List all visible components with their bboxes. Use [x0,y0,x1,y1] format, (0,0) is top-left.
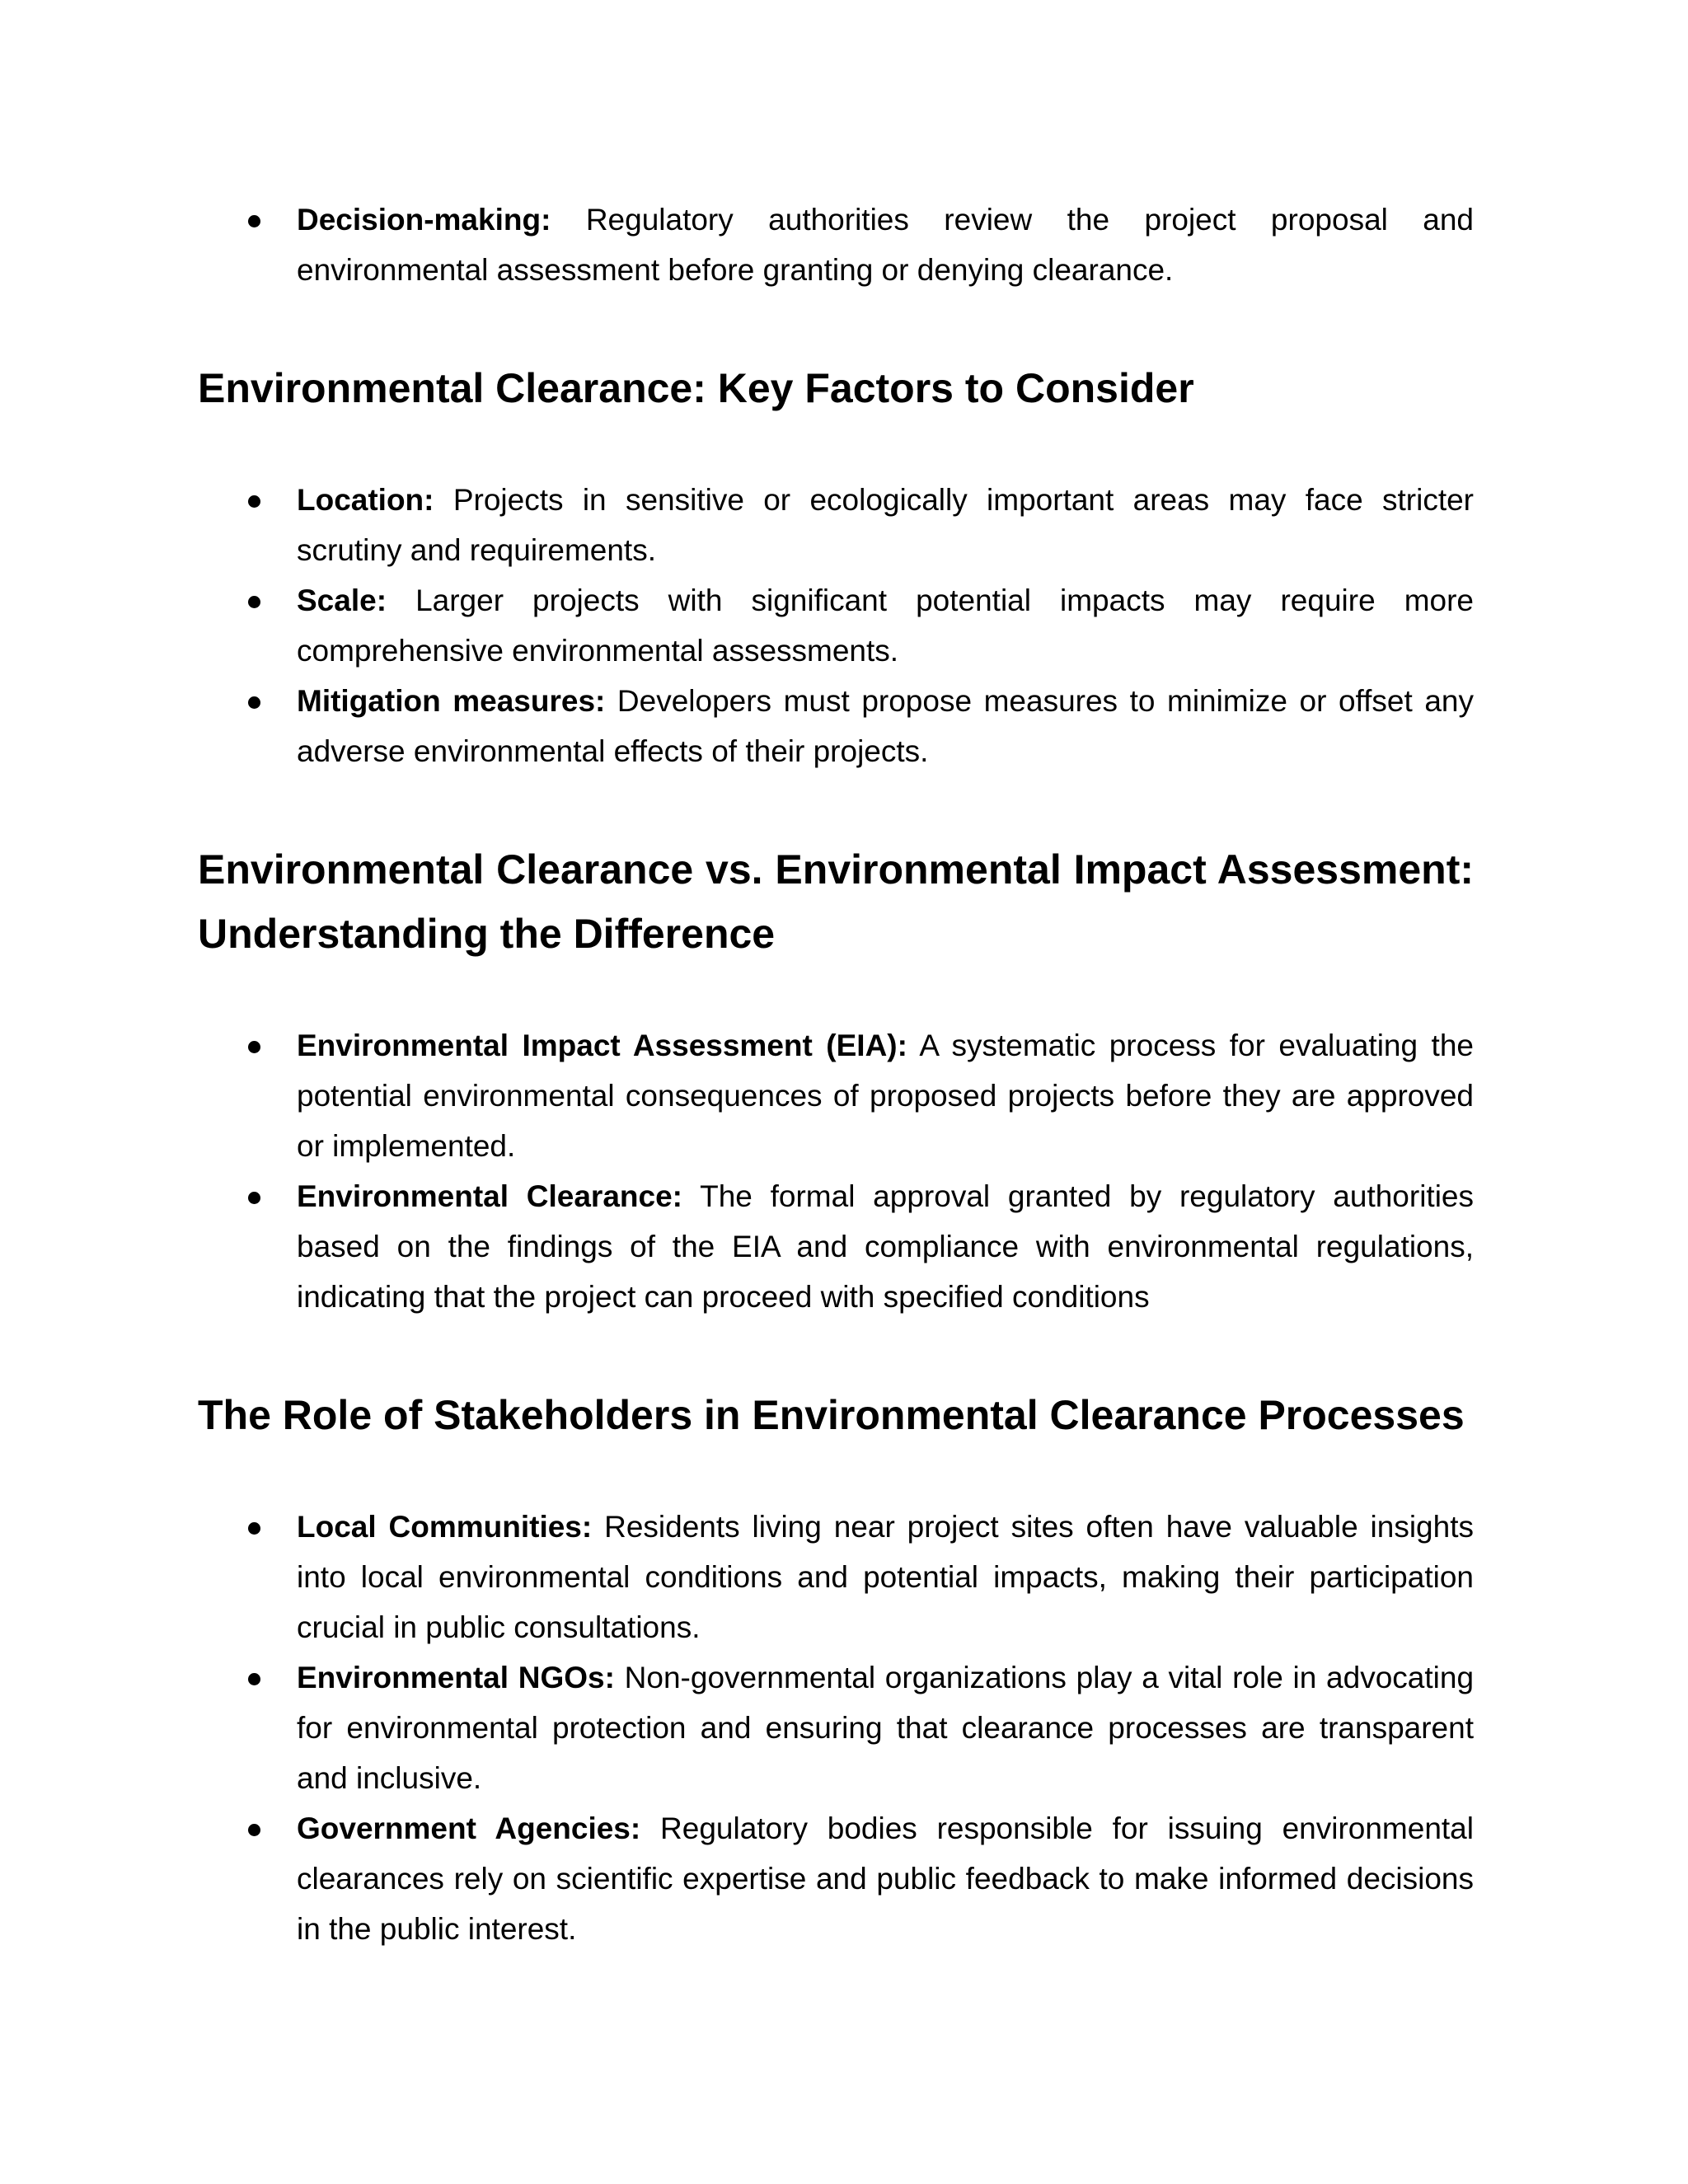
item-term: Mitigation measures: [297,684,606,718]
item-term: Environmental Clearance: [297,1179,682,1213]
bullet-icon [248,495,260,508]
item-description: The formal approval granted by regulatory authorities based on the findings of the EIA and compliance with environmental regulations, indicating that the project can proceed with specified conditions [297,1179,1474,1314]
list-item [198,1171,1474,1322]
section-heading: The Role of Stakeholders in Environmental Clearance Processes [198,1392,1465,1438]
bullet-icon [248,215,260,227]
item-description: Regulatory bodies responsible for issuing environmental clearances rely on scientific expertise and public feedback to make informed decisions in the public interest. [297,1811,1474,1946]
bullet-icon [248,1041,260,1053]
bullet-icon [248,1673,260,1685]
list-item [198,676,1474,776]
section-heading: Environmental Clearance: Key Factors to Consider [198,365,1194,411]
page-content [198,194,1474,1954]
list-item [198,575,1474,676]
intro-bullet-list [198,194,1474,295]
item-term: Location: [297,483,434,517]
item-term: Environmental Impact Assessment (EIA): [297,1029,907,1062]
list-item [198,1803,1474,1954]
item-description: Projects in sensitive or ecologically important areas may face stricter scrutiny and requirements. [297,483,1475,567]
item-term: Government Agencies: [297,1811,641,1845]
list-item [198,1020,1474,1171]
stakeholders-list [198,1502,1474,1954]
item-term: Decision-making: [297,203,551,237]
bullet-icon [248,596,260,608]
bullet-icon [248,1522,260,1535]
list-item [198,1652,1474,1803]
item-description: Larger projects with significant potential impacts may require more comprehensive environmental assessments. [297,583,1474,668]
item-description: Regulatory authorities review the project proposal and environmental assessment before granting or denying clearance. [297,203,1475,287]
list-item [198,194,1474,295]
section-heading: Environmental Clearance vs. Environmental Impact Assessment: Understanding the Difference [198,846,1474,957]
item-description: Residents living near project sites often have valuable insights into local environmental conditions and potential impacts, making their participation crucial in public consultations. [297,1510,1474,1644]
bullet-icon [248,696,260,709]
item-description: Developers must propose measures to minimize or offset any adverse environmental effects of their projects. [297,684,1474,768]
item-description: A systematic process for evaluating the potential environmental consequences of proposed projects before they are approved or implemented. [297,1029,1474,1163]
bullet-icon [248,1192,260,1204]
item-term: Local Communities: [297,1510,593,1544]
item-term: Environmental NGOs: [297,1661,615,1694]
key-factors-list [198,475,1474,776]
item-term: Scale: [297,583,387,617]
bullet-icon [248,1824,260,1836]
list-item [198,475,1474,575]
difference-list [198,1020,1474,1322]
list-item [198,1502,1474,1652]
item-description: Non-governmental organizations play a vital role in advocating for environmental protection and ensuring that clearance processes are transparent and inclusive. [297,1661,1475,1795]
